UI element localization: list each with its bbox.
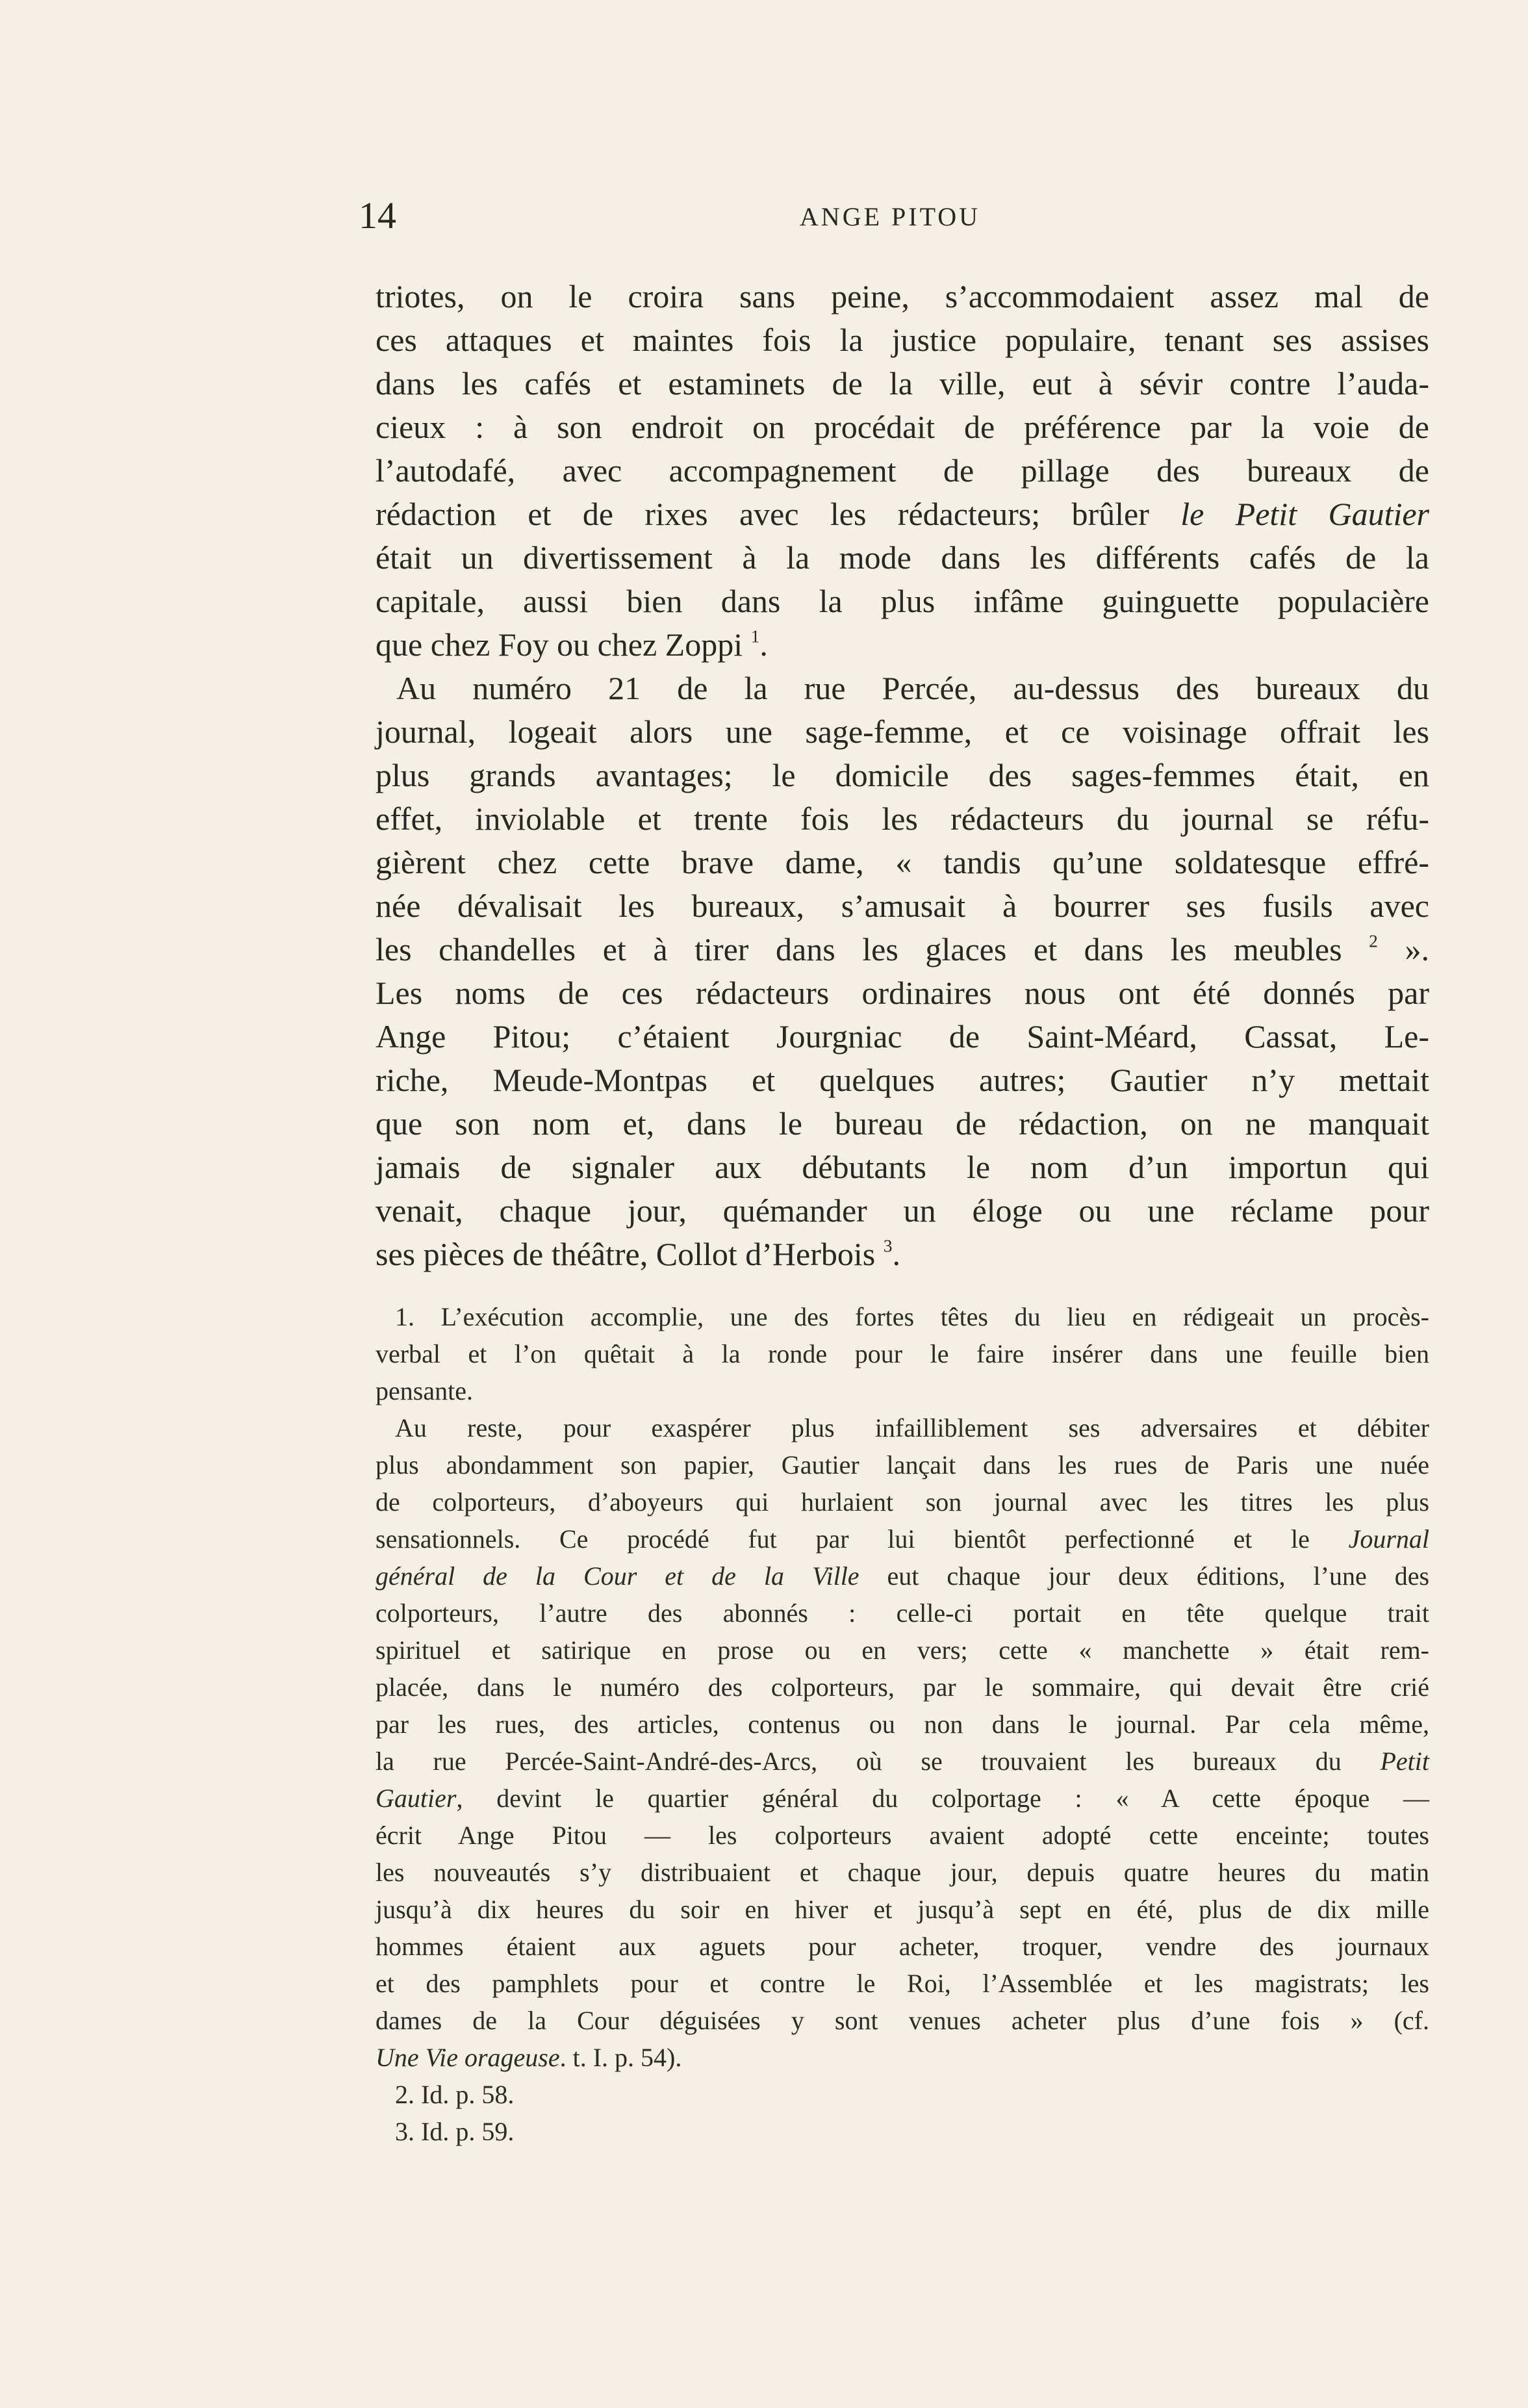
body-line <box>376 710 1429 754</box>
footnote-line <box>376 1743 1429 1780</box>
body-line <box>376 884 1429 928</box>
text-run: venait, chaque jour, quémander un éloge ou une réclame pour <box>376 1192 1429 1229</box>
text-run: écrit Ange Pitou — les colporteurs avaient adopté cette enceinte; toutes <box>376 1821 1429 1850</box>
text-run: . <box>892 1236 900 1272</box>
footnote-line <box>376 2076 1429 2113</box>
body-line <box>376 1015 1429 1058</box>
italic-title: le Petit Gautier <box>1180 496 1430 532</box>
italic-title: Petit <box>1380 1747 1429 1776</box>
body-line <box>376 449 1429 493</box>
text-run: dans les cafés et estaminets de la ville, eut à sévir contre l’auda- <box>376 365 1429 402</box>
footnote-line <box>376 1483 1429 1520</box>
footnote-reference: 2 <box>1369 930 1378 951</box>
footnote-line <box>376 1446 1429 1483</box>
text-run: ses pièces de théâtre, Collot d’Herbois <box>376 1236 884 1272</box>
text-run: que son nom et, dans le bureau de rédaction, on ne manquait <box>376 1105 1429 1142</box>
footnote-line <box>376 1669 1429 1706</box>
text-run: que chez Foy ou chez Zoppi <box>376 626 751 663</box>
text-run: pensante. <box>376 1376 473 1405</box>
body-line <box>376 623 1429 667</box>
footnote-line <box>376 1298 1429 1335</box>
text-run: 2. Id. p. 58. <box>395 2080 515 2109</box>
text-run: rédaction et de rixes avec les rédacteurs; brûler <box>376 496 1181 532</box>
body-line <box>376 928 1429 971</box>
footnote-line <box>376 1706 1429 1743</box>
text-run: . t. I. p. 54). <box>559 2043 682 2072</box>
body-line <box>376 754 1429 797</box>
italic-title: Une Vie orageuse <box>376 2043 560 2072</box>
text-run: journal, logeait alors une sage-femme, et ce voisinage offrait les <box>376 713 1429 750</box>
text-run: 1. L’exécution accomplie, une des fortes têtes du lieu en rédigeait un procès- <box>395 1302 1429 1331</box>
footnote-line <box>376 1372 1429 1409</box>
footnotes <box>376 1298 1429 2150</box>
text-run: Les noms de ces rédacteurs ordinaires nous ont été donnés par <box>376 975 1429 1011</box>
text-run: la rue Percée-Saint-André-des-Arcs, où se trouvaient les bureaux du <box>376 1747 1381 1776</box>
italic-title: Gautier <box>376 1784 457 1813</box>
text-run: . <box>759 626 768 663</box>
body-line <box>376 275 1429 318</box>
text-run: dames de la Cour déguisées y sont venues acheter plus d’une fois » (cf. <box>376 2006 1429 2035</box>
text-run: 3. Id. p. 59. <box>395 2117 515 2146</box>
text-run: triotes, on le croira sans peine, s’accommodaient assez mal de <box>376 278 1429 314</box>
body-line <box>376 493 1429 536</box>
text-run: jamais de signaler aux débutants le nom d’un importun qui <box>376 1149 1429 1185</box>
footnote-line <box>376 1928 1429 1965</box>
body-line <box>376 971 1429 1015</box>
text-run: et des pamphlets pour et contre le Roi, l’Assemblée et les magistrats; les <box>376 1969 1429 1998</box>
text-run: ». <box>1377 931 1429 967</box>
text-run: eut chaque jour deux éditions, l’une des <box>859 1561 1430 1591</box>
footnote-line <box>376 1891 1429 1928</box>
body-line <box>376 1102 1429 1146</box>
footnote-line <box>376 2039 1429 2076</box>
text-run: les nouveautés s’y distribuaient et chaque jour, depuis quatre heures du matin <box>376 1858 1429 1887</box>
footnote-reference: 1 <box>750 626 760 647</box>
text-run: capitale, aussi bien dans la plus infâme guinguette populacière <box>376 583 1429 619</box>
text-run: jusqu’à dix heures du soir en hiver et jusqu’à sept en été, plus de dix mille <box>376 1895 1429 1924</box>
text-run: Ange Pitou; c’étaient Jourgniac de Saint-Méard, Cassat, Le- <box>376 1018 1429 1055</box>
text-run: sensationnels. Ce procédé fut par lui bientôt perfectionné et le <box>376 1524 1349 1554</box>
text-run: les chandelles et à tirer dans les glaces et dans les meubles <box>376 931 1369 967</box>
footnote-line <box>376 1632 1429 1669</box>
italic-title: général de la Cour et de la Ville <box>376 1561 860 1591</box>
text-run: spirituel et satirique en prose ou en vers; cette « manchette » était rem- <box>376 1635 1429 1665</box>
text-run: placée, dans le numéro des colporteurs, par le sommaire, qui devait être crié <box>376 1672 1429 1702</box>
footnote-line <box>376 1595 1429 1632</box>
body-line <box>376 1189 1429 1233</box>
text-run: née dévalisait les bureaux, s’amusait à bourrer ses fusils avec <box>376 888 1429 924</box>
footnote-line <box>376 1409 1429 1446</box>
text-run: par les rues, des articles, contenus ou non dans le journal. Par cela même, <box>376 1710 1429 1739</box>
text-run: cieux : à son endroit on procédait de préférence par la voie de <box>376 409 1429 445</box>
body-line <box>376 1146 1429 1189</box>
page-number: 14 <box>359 194 396 237</box>
footnote-line <box>376 2113 1429 2150</box>
text-run: Au numéro 21 de la rue Percée, au-dessus des bureaux du <box>396 670 1429 706</box>
footnote-line <box>376 1854 1429 1891</box>
text-run: colporteurs, l’autre des abonnés : celle-ci portait en tête quelque trait <box>376 1598 1429 1628</box>
text-run: Au reste, pour exaspérer plus infailliblement ses adversaires et débiter <box>395 1413 1429 1442</box>
running-title: ANGE PITOU <box>799 202 981 231</box>
body-line <box>376 667 1429 710</box>
footnote-line <box>376 2002 1429 2039</box>
text-run: hommes étaient aux aguets pour acheter, troquer, vendre des journaux <box>376 1932 1429 1961</box>
text-run: ces attaques et maintes fois la justice populaire, tenant ses assises <box>376 322 1429 358</box>
text-run: était un divertissement à la mode dans les différents cafés de la <box>376 539 1429 576</box>
footnote-line <box>376 1520 1429 1557</box>
footnote-line <box>376 1965 1429 2002</box>
text-run: effet, inviolable et trente fois les rédacteurs du journal se réfu- <box>376 801 1429 837</box>
body-line <box>376 362 1429 405</box>
italic-title: Journal <box>1348 1524 1429 1554</box>
footnote-line <box>376 1557 1429 1595</box>
text-run: , devint le quartier général du colportage : « A cette époque — <box>456 1784 1429 1813</box>
body-line <box>376 841 1429 884</box>
footnote-line <box>376 1817 1429 1854</box>
body-line <box>376 405 1429 449</box>
text-run: plus grands avantages; le domicile des sages-femmes était, en <box>376 757 1429 793</box>
body-line <box>376 580 1429 623</box>
text-run: de colporteurs, d’aboyeurs qui hurlaient son journal avec les titres les plus <box>376 1487 1429 1517</box>
footnote-reference: 3 <box>883 1235 893 1256</box>
text-run: riche, Meude-Montpas et quelques autres; Gautier n’y mettait <box>376 1062 1429 1098</box>
body-line <box>376 536 1429 580</box>
body-line <box>376 1233 1429 1276</box>
text-run: verbal et l’on quêtait à la ronde pour le faire insérer dans une feuille bien <box>376 1339 1429 1368</box>
text-run: l’autodafé, avec accompagnement de pillage des bureaux de <box>376 452 1429 489</box>
body-line <box>376 318 1429 362</box>
footnote-line <box>376 1335 1429 1372</box>
body-text <box>376 275 1429 1276</box>
body-line <box>376 1058 1429 1102</box>
body-line <box>376 797 1429 841</box>
footnote-line <box>376 1780 1429 1817</box>
text-run: plus abondamment son papier, Gautier lançait dans les rues de Paris une nuée <box>376 1450 1429 1479</box>
text-run: gièrent chez cette brave dame, « tandis qu’une soldatesque effré- <box>376 844 1429 880</box>
